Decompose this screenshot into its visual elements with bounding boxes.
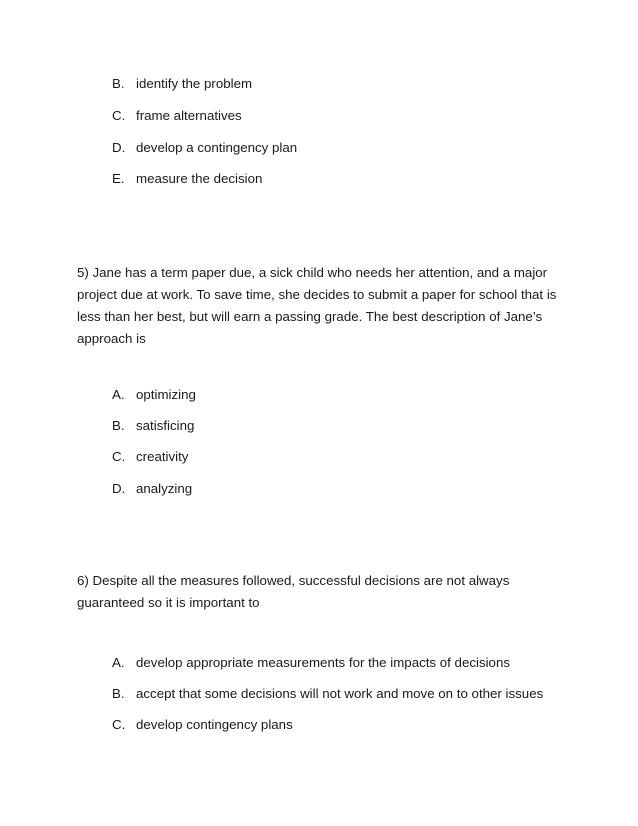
option-text: frame alternatives (136, 108, 242, 123)
option-text: creativity (136, 449, 189, 464)
option-letter: B. (112, 76, 125, 91)
option-c (112, 107, 242, 125)
option-letter: E. (112, 171, 125, 186)
option-letter: C. (112, 108, 126, 123)
q5-option-a (112, 386, 196, 404)
question-line: 6) Despite all the measures followed, successful decisions are not always (77, 573, 510, 588)
question-line: approach is (77, 331, 146, 346)
q5-option-d (112, 480, 192, 498)
q6-option-c (112, 716, 293, 734)
option-b (112, 75, 252, 93)
option-letter: B. (112, 686, 125, 701)
q6-option-a (112, 654, 510, 672)
option-text: develop appropriate measurements for the impacts of decisions (136, 655, 510, 670)
option-text: develop contingency plans (136, 717, 293, 732)
q5-option-b (112, 417, 194, 435)
option-letter: A. (112, 387, 125, 402)
option-text: measure the decision (136, 171, 263, 186)
question-6 (77, 570, 572, 614)
q6-option-b (112, 685, 543, 703)
option-text: analyzing (136, 481, 193, 496)
option-text: identify the problem (136, 76, 253, 91)
question-line: guaranteed so it is important to (77, 595, 260, 610)
option-letter: D. (112, 481, 126, 496)
option-letter: B. (112, 418, 125, 433)
option-text: develop a contingency plan (136, 140, 298, 155)
option-letter: A. (112, 655, 125, 670)
option-letter: C. (112, 449, 126, 464)
option-text: satisficing (136, 418, 195, 433)
question-5 (77, 262, 572, 350)
option-d (112, 139, 297, 157)
option-text: accept that some decisions will not work and move on to other issues (136, 686, 544, 701)
question-line: project due at work. To save time, she decides to submit a paper for school that is (77, 287, 557, 302)
option-letter: C. (112, 717, 126, 732)
option-e (112, 170, 262, 188)
option-text: optimizing (136, 387, 196, 402)
option-letter: D. (112, 140, 126, 155)
question-line: less than her best, but will earn a passing grade. The best description of Jane’s (77, 309, 543, 324)
q5-option-c (112, 448, 188, 466)
question-line: 5) Jane has a term paper due, a sick child who needs her attention, and a major (77, 265, 548, 280)
